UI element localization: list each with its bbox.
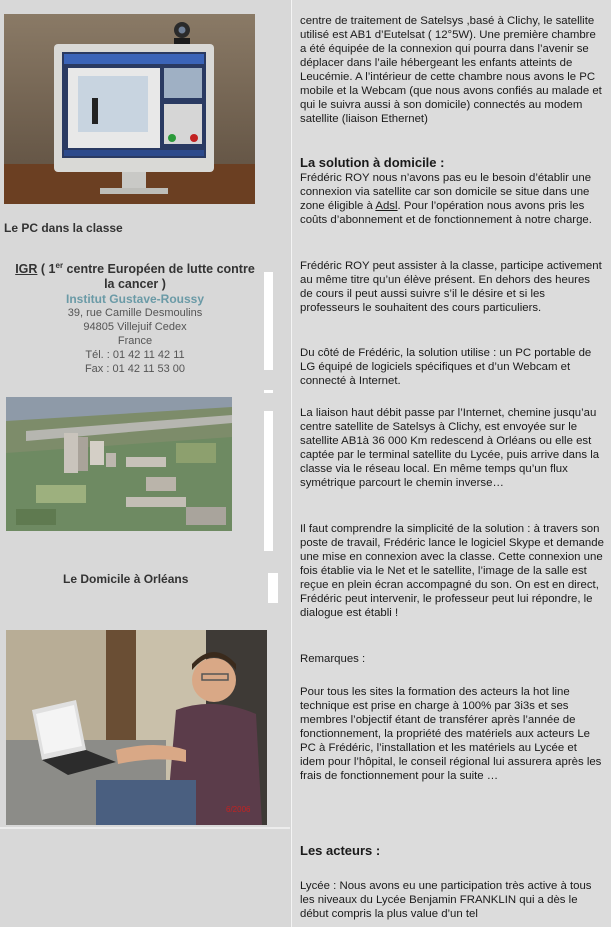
igr-address-line2: 94805 Villejuif Cedex <box>83 321 187 334</box>
paragraph-remarques: Remarques : <box>300 653 366 665</box>
article-text <box>300 14 604 126</box>
igr-country: France <box>117 335 153 348</box>
igr-institute-name: Institut Gustave-Roussy <box>65 292 205 307</box>
caption-pc-classe: Le PC dans la classe <box>4 221 123 235</box>
frederic-home-photo <box>6 630 267 825</box>
igr-phone: Tél. : 01 42 11 42 11 <box>85 349 185 362</box>
photo-date-stamp: 6/2006 <box>226 805 251 814</box>
aerial-photo <box>6 397 232 531</box>
divider-bar <box>264 411 273 551</box>
heading-acteurs: Les acteurs : <box>300 843 381 858</box>
classroom-pc-photo <box>4 14 255 204</box>
right-column <box>291 0 611 927</box>
caption-domicile-orleans: Le Domicile à Orléans <box>63 572 189 586</box>
heading-solution-domicile: La solution à domicile : <box>300 155 445 170</box>
paragraph-liaison: La liaison haut débit passe par l’Internet, chemine jusqu’au centre satellite de Satelsys à Clichy, est envoyée sur le satellite AB1à 36 000 Km redescend à Orléans ou elle est captée par le terminal satellite du Lycée, puis arrive dans la classe via le réseau local. En même temps qu’un flux symétrique parcourt le chemin inverse… <box>300 407 600 489</box>
divider-bar <box>268 573 278 603</box>
divider-bar <box>0 827 290 829</box>
igr-address-line1: 39, rue Camille Desmoulins <box>67 307 203 320</box>
paragraph-classe: Frédéric ROY peut assister à la classe, participe activement au même titre qu’un élève présent. En dehors des heures de cours il peut aussi suivre s’il le désire et si les professeurs le souhaitent des cours particuliers. <box>300 260 602 314</box>
paragraph-domicile: Frédéric ROY nous n’avons pas eu le besoin d’établir une connexion via satellite car son domicile se situe dans une zone éligible à Adsl. Pour l’opération nous avons pris les coûts d’abonnement et de fonctionnement à notre charge. <box>300 172 592 226</box>
igr-title: IGR ( 1er centre Européen de lutte contre la cancer ) <box>15 261 255 292</box>
left-column <box>0 0 290 927</box>
divider-bar <box>264 390 273 393</box>
paragraph-cote-frederic: Du côté de Frédéric, la solution utilise : un PC portable de LG équipé de logiciels spécifiques et d’un Webcam et connecté à Internet. <box>300 347 592 387</box>
paragraph-sites: Pour tous les sites la formation des acteurs la hot line technique est prise en charge à 100% par 3i3s et ses membres l’objectif étant de transférer après l’année de fonctionnement, la propriété des matériels aux acteurs Le PC à Frédéric, l’installation et les matériels au Lycée et idem pour l’hôpital, le conseil régional lui assurera après les frais de fonctionnement pour la suite … <box>300 686 602 782</box>
paragraph-lycee: Lycée : Nous avons eu une participation très active à tous les niveaux du Lycée Benjamin FRANKLIN qui a dès le début compris la plus value d’un tel <box>300 880 592 920</box>
paragraph-simplicite: Il faut comprendre la simplicité de la solution : à travers son poste de travail, Frédéric lance le logiciel Skype et demande une mise en connexion avec la classe. Cette connexion une fois établie via le Net et le satellite, l’image de la salle est reçue en plein écran accompagné du son. On est en direct, Frédéric peut intervenir, le professeur peut lui répondre, le dialogue est établi ! <box>300 523 604 619</box>
divider-bar <box>264 272 273 370</box>
igr-fax: Fax : 01 42 11 53 00 <box>84 363 186 376</box>
igr-address-block <box>10 258 260 376</box>
paragraph-intro: centre de traitement de Satelsys ,basé à Clichy, le satellite utilisé est AB1 d’Eutelsat ( 12°5W). Une première chambre a été équipée de la connexion qui pourra dans l’avenir se déplacer dans l’aile hébergeant les enfants atteints de Leucémie. A l’intérieur de cette chambre nous avons le PC mobile et la Webcam (que nous avons confiés au malade et qui le suivra aussi à son domicile) connectés au modem satellite (liaison Ethernet) <box>300 15 602 125</box>
